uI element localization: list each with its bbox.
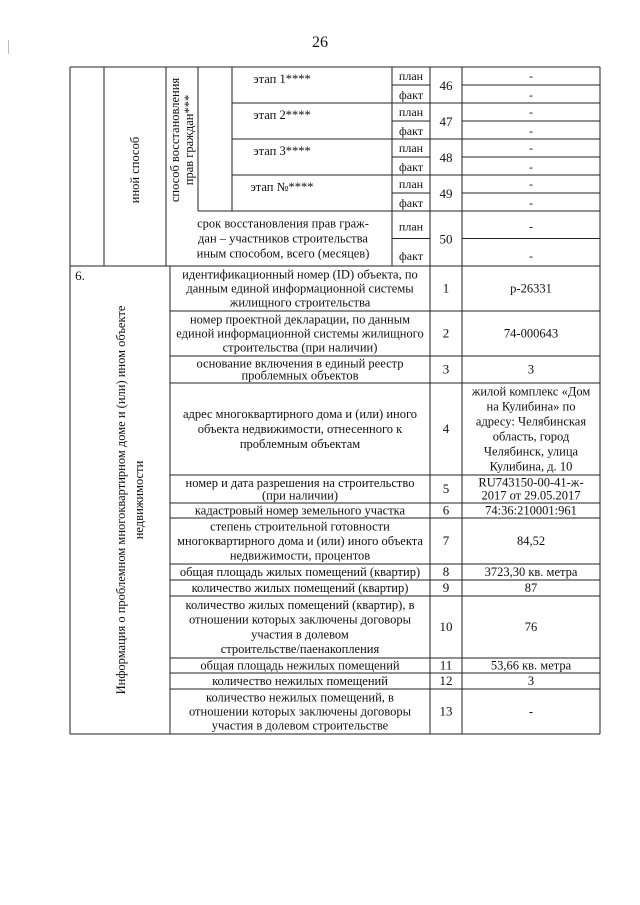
row-number: 48	[439, 150, 453, 165]
row-value: Челябинск, улица	[483, 444, 579, 459]
row-number: 1	[442, 280, 450, 296]
row-label: отношении которых заключены договоры	[188, 612, 412, 627]
stage-plan-value: -	[529, 69, 533, 83]
row-label: строительстве/паенакопления	[220, 642, 380, 657]
fact-label: факт	[398, 196, 424, 210]
row-value: 2017 от 29.05.2017	[481, 488, 581, 503]
row-number: 5	[442, 481, 450, 496]
row-value: 3	[527, 674, 535, 688]
row-label: участия в долевом	[251, 627, 349, 642]
row-label: многоквартирного дома и (или) иного объекта	[177, 534, 423, 548]
term-row-label: иным способом, всего (месяцев)	[196, 246, 370, 261]
row-number: 11	[439, 657, 453, 673]
row-value: 74-000643	[503, 326, 559, 341]
row-number: 13	[439, 703, 453, 719]
row-number: 7	[442, 533, 450, 548]
row-number: 2	[442, 325, 450, 341]
row-label: номер проектной декларации, по данным	[189, 312, 411, 327]
row-value: 3	[527, 362, 535, 377]
row-label: количество жилых помещений (квартир)	[191, 581, 409, 595]
row-label: участия в долевом строительстве	[211, 718, 389, 733]
fact-label: факт	[398, 160, 424, 174]
row-number: 49	[439, 186, 453, 201]
vertical-label-restore-method: прав граждан***	[182, 94, 196, 186]
term-plan-value: -	[529, 219, 533, 234]
row-value: Кулибина, д. 10	[489, 459, 573, 474]
row-label: адрес многоквартирного дома и (или) иного	[182, 407, 418, 421]
row-label: степень строительной готовности	[210, 519, 390, 534]
row-label: данным единой информационной системы	[186, 281, 414, 296]
page-number: 26	[312, 34, 328, 51]
row-number: 4	[442, 421, 450, 436]
stage-fact-value: -	[529, 160, 533, 174]
row-label: идентификационный номер (ID) объекта, по	[182, 267, 418, 282]
plan-label: план	[398, 105, 424, 119]
row-value: жилой комплекс «Дом	[471, 384, 591, 399]
stage-fact-value: -	[529, 124, 533, 138]
vertical-label-restore-method: способ восстановления	[168, 77, 182, 203]
row-label: общая площадь жилых помещений (квартир)	[179, 565, 421, 579]
row-label: проблемных объектов	[241, 368, 359, 383]
row-label: количество жилых помещений (квартир), в	[185, 597, 415, 612]
row-value: область, город	[492, 429, 570, 444]
row-label: основание включения в единый реестр	[196, 356, 404, 371]
row-label: общая площадь нежилых помещений	[200, 658, 400, 673]
term-row-label: дан – участников строительства	[198, 231, 368, 246]
row-value: 76	[524, 620, 538, 634]
row-value: 87	[524, 581, 538, 595]
stage-label: этап 1****	[253, 72, 311, 86]
fact-label: факт	[398, 249, 424, 263]
row-label: отношении которых заключены договоры	[188, 704, 412, 719]
row-number: 47	[439, 114, 453, 129]
row-label: жилищного строительства	[229, 295, 371, 310]
stage-plan-value: -	[529, 177, 533, 191]
stage-label: этап 3****	[253, 144, 311, 158]
fact-label: факт	[398, 124, 424, 138]
stage-fact-value: -	[529, 196, 533, 210]
stage-fact-value: -	[529, 88, 533, 102]
row-number: 12	[439, 673, 453, 688]
row-label: проблемным объектам	[239, 437, 361, 451]
row-value: адресу: Челябинская	[475, 414, 587, 429]
row-number: 3	[442, 361, 450, 377]
row-value: 53,66 кв. метра	[490, 658, 572, 673]
row-label: кадастровый номер земельного участка	[194, 503, 406, 518]
row-label: количество нежилых помещений, в	[206, 690, 394, 705]
row-label: строительства (при наличии)	[222, 340, 378, 355]
row-label: недвижимости, процентов	[229, 548, 371, 563]
row-value: 74:36:210001:961	[485, 503, 577, 518]
row-label: количество нежилых помещений	[212, 674, 388, 688]
term-row-label: срок восстановления прав граж-	[197, 216, 369, 231]
row-number: 46	[439, 78, 453, 93]
stage-label: этап 2****	[253, 108, 311, 122]
row-label: единой информационной системы жилищного	[176, 326, 424, 341]
row-value: RU743150-00-41-ж-	[478, 475, 584, 490]
row-value: 84,52	[516, 534, 546, 548]
row-value: р-26331	[510, 281, 552, 296]
plan-label: план	[398, 177, 424, 191]
term-fact-value: -	[529, 249, 533, 263]
row-number: 50	[439, 231, 453, 247]
stage-plan-value: -	[529, 141, 533, 155]
row-label: объекта недвижимости, отнесенного к	[197, 422, 403, 436]
plan-label: план	[398, 141, 424, 155]
section-number: 6.	[75, 268, 85, 283]
row-number: 9	[442, 580, 450, 595]
row-number: 6	[442, 502, 450, 518]
row-number: 10	[439, 619, 453, 634]
row-value: 3723,30 кв. метра	[484, 565, 578, 579]
stage-plan-value: -	[529, 105, 533, 119]
vertical-label-section6: недвижимости	[132, 460, 146, 540]
plan-label: план	[398, 69, 424, 83]
row-value: на Кулибина» по	[486, 399, 576, 414]
vertical-label-other-method: иной способ	[128, 136, 142, 204]
row-number: 8	[442, 564, 450, 579]
stage-label: этап №****	[250, 180, 314, 194]
fact-label: факт	[398, 88, 424, 102]
row-value: -	[528, 704, 534, 719]
row-label: (при наличии)	[261, 488, 339, 503]
row-label: номер и дата разрешения на строительство	[185, 475, 415, 490]
vertical-label-section6: Информация о проблемном многоквартирном доме и (или) ином объекте	[114, 305, 128, 695]
plan-label: план	[398, 219, 424, 234]
